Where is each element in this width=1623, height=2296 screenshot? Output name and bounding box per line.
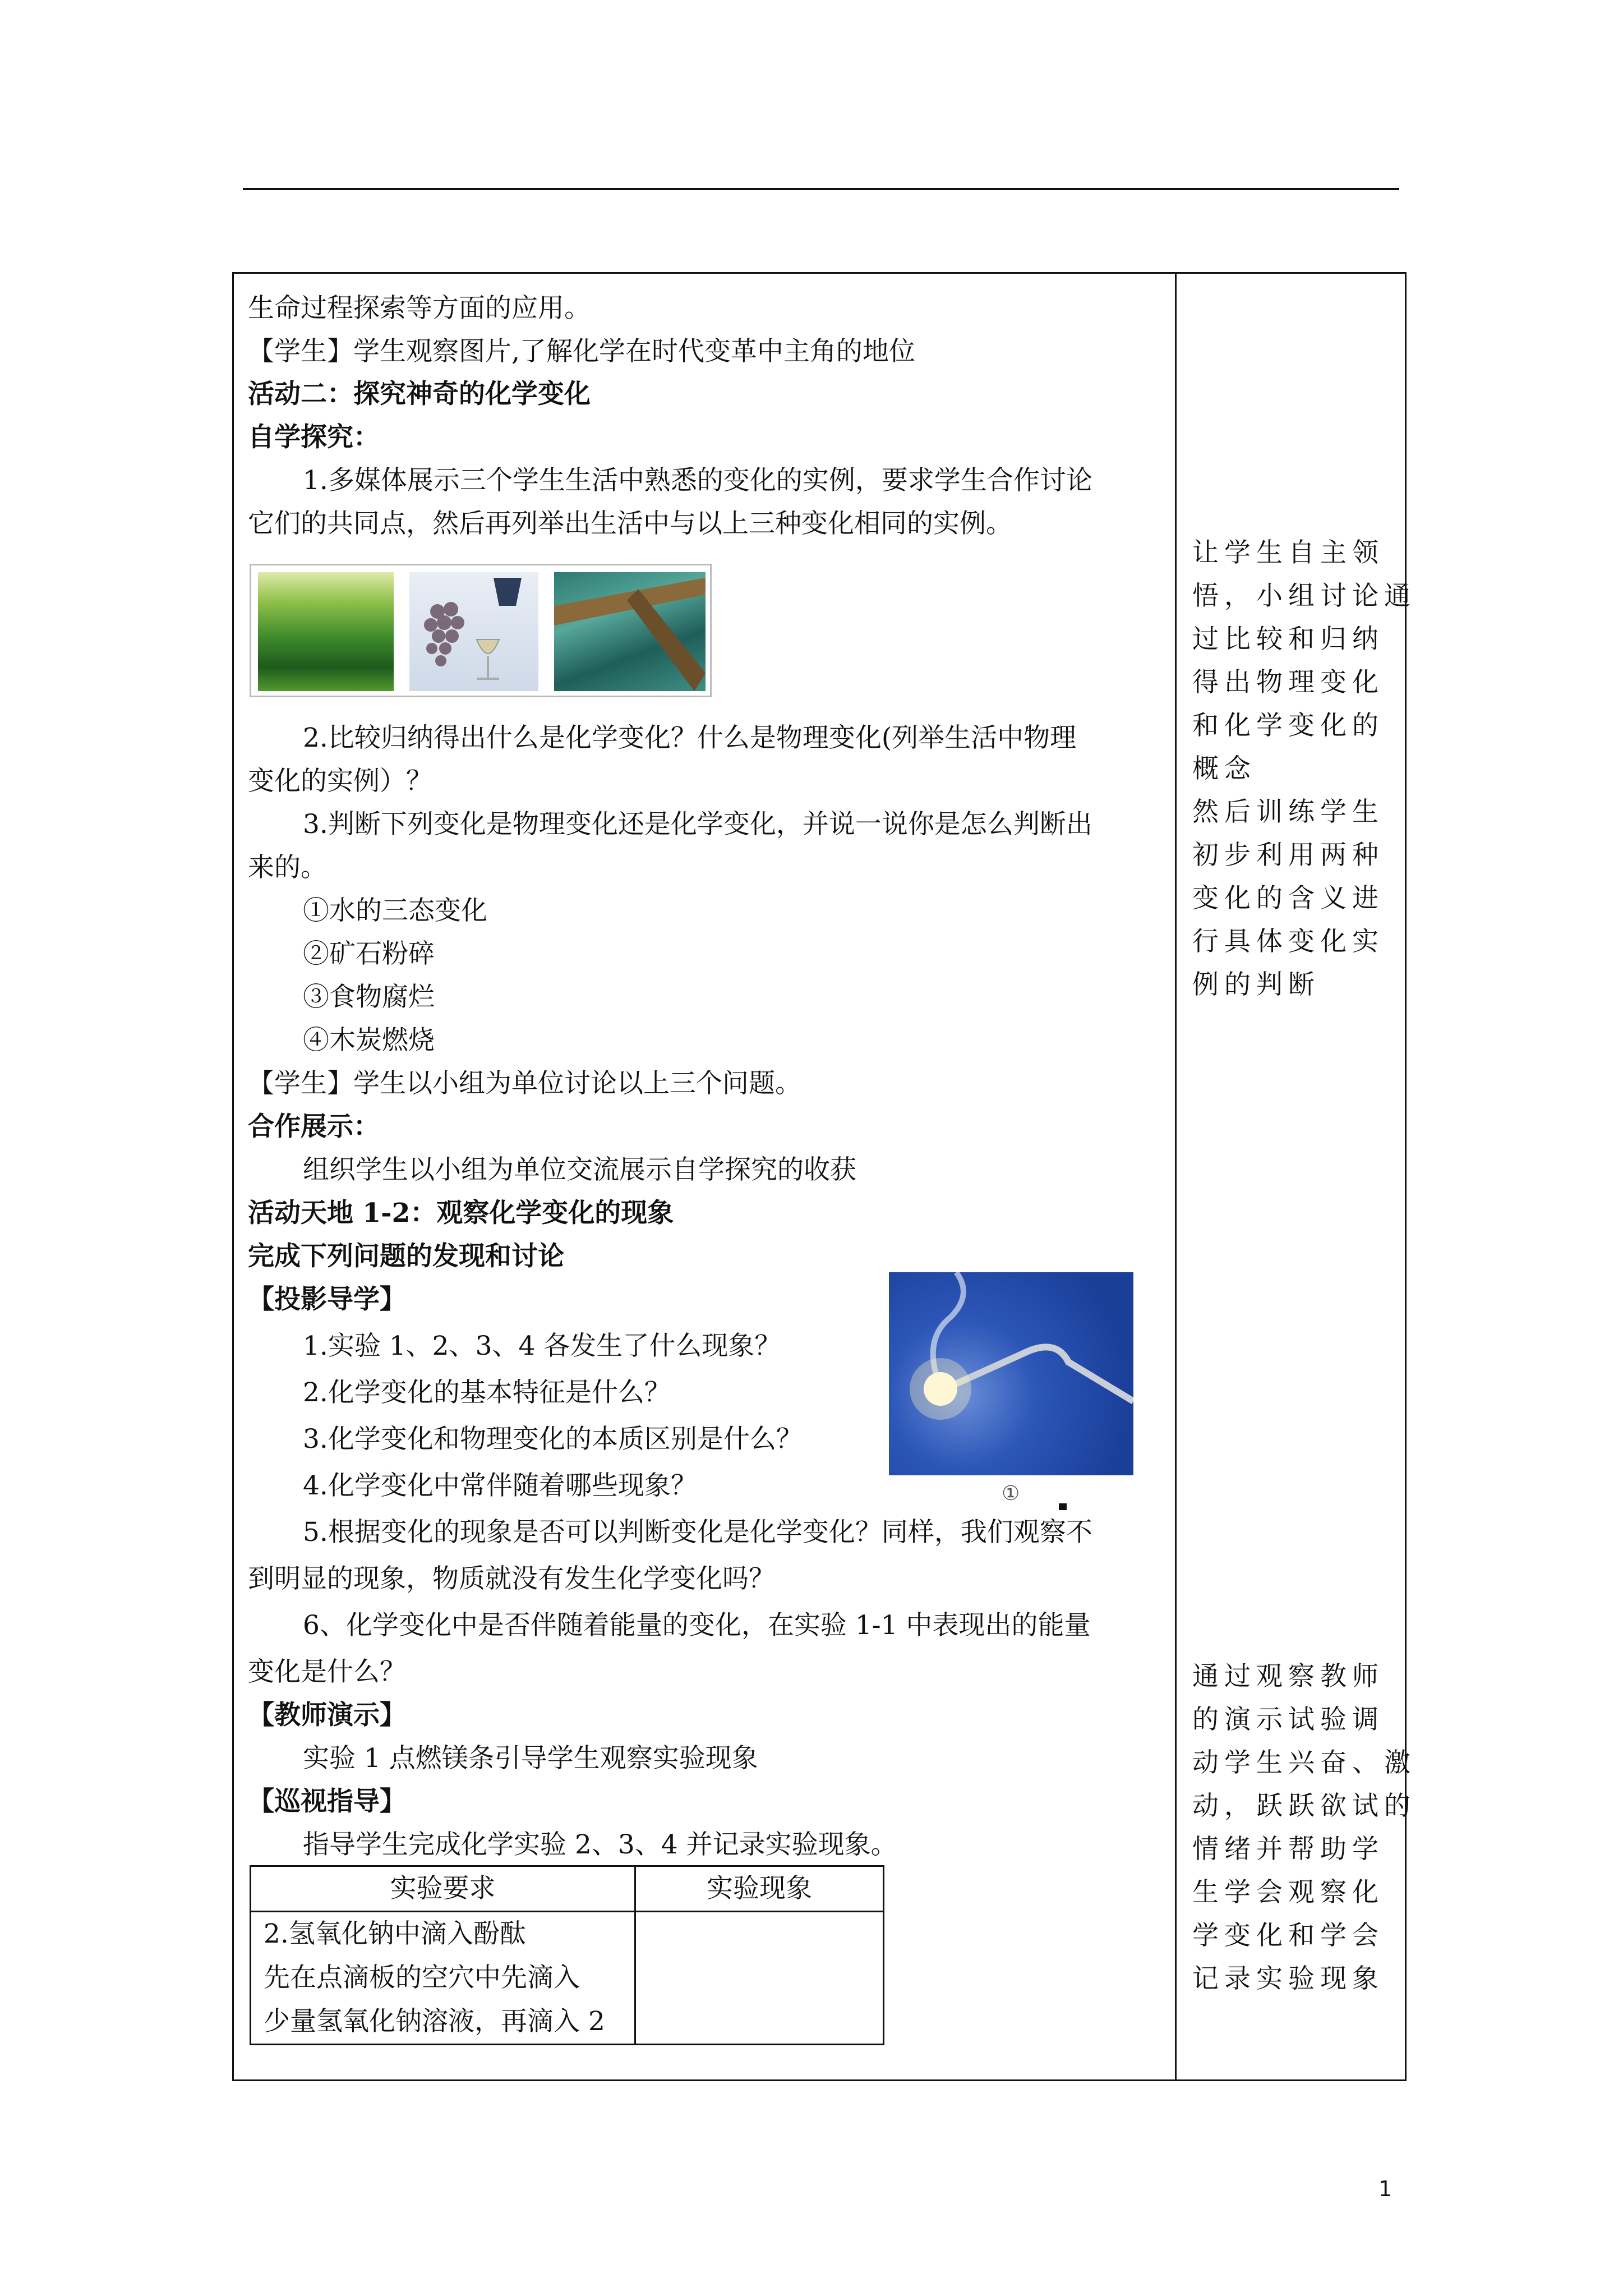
canal-photo [554, 572, 706, 691]
text-line: 变化是什么？ [248, 1657, 406, 1687]
text-line: 2.比较归纳得出什么是化学变化？什么是物理变化(列举生活中物理 [303, 723, 1077, 753]
experiment-table [250, 1865, 884, 2045]
list-item: ②矿石粉碎 [303, 938, 435, 969]
table-cell-line: 2.氢氧化钠中滴入酚酞 [264, 1918, 526, 1949]
section-heading: 自学探究： [248, 422, 380, 453]
text-line: 指导学生完成化学实验 2、3、4 并记录实验现象。 [303, 1829, 897, 1860]
side-note-line: 得出物理变化 [1192, 667, 1384, 698]
side-note-line: 例的判断 [1192, 969, 1320, 1000]
text-line: 到明显的现象，物质就没有发生化学变化吗？ [248, 1563, 775, 1594]
question-item: 2.化学变化的基本特征是什么？ [303, 1377, 671, 1408]
question-item: 3.化学变化和物理变化的本质区别是什么？ [303, 1424, 803, 1455]
page-number: 1 [1378, 2177, 1393, 2201]
side-note-2 [1192, 1655, 1416, 2000]
side-note-line: 通过观察教师 [1192, 1661, 1384, 1692]
image-caption: ① [1002, 1482, 1020, 1505]
question-item: 6、化学变化中是否伴随着能量的变化，在实验 1-1 中表现出的能量 [303, 1610, 1091, 1641]
list-item: ④木炭燃烧 [303, 1025, 435, 1056]
text-line: 来的。 [248, 852, 327, 883]
side-note-1 [1192, 531, 1416, 1006]
table-header: 实验现象 [635, 1866, 884, 1912]
list-item: ③食物腐烂 [303, 982, 435, 1013]
column-divider [1175, 272, 1177, 2081]
side-note-line: 初步利用两种 [1192, 840, 1384, 871]
forest-photo [258, 572, 394, 691]
text-line: 变化的实例）？ [248, 766, 432, 797]
section-heading: 【教师演示】 [248, 1700, 406, 1731]
side-note-line: 和化学变化的 [1192, 710, 1384, 741]
magnesium-burning-photo [889, 1272, 1133, 1475]
side-note-line: 过比较和归纳 [1192, 624, 1384, 655]
side-note-line: 情绪并帮助学 [1192, 1834, 1384, 1865]
text-line: 【学生】学生以小组为单位讨论以上三个问题。 [248, 1068, 801, 1099]
list-item: ①水的三态变化 [303, 895, 487, 926]
text-line: 组织学生以小组为单位交流展示自学探究的收获 [303, 1154, 856, 1185]
text-line: 3.判断下列变化是物理变化还是化学变化，并说一说你是怎么判断出 [303, 809, 1092, 840]
side-note-line: 让学生自主领 [1192, 537, 1384, 568]
header-rule [243, 188, 1399, 190]
table-cell-line: 少量氢氧化钠溶液，再滴入 2 [264, 2006, 605, 2037]
section-heading: 合作展示： [248, 1111, 380, 1142]
question-item: 5.根据变化的现象是否可以判断变化是化学变化？同样，我们观察不 [303, 1517, 1092, 1548]
side-note-line: 概念 [1192, 753, 1256, 784]
side-note-line: 动，跃跃欲试的 [1192, 1791, 1416, 1821]
text-line: 【学生】学生观察图片,了解化学在时代变革中主角的地位 [248, 336, 915, 367]
table-header: 实验要求 [251, 1866, 635, 1912]
text-line: 它们的共同点，然后再列举出生活中与以上三种变化相同的实例。 [248, 508, 1012, 539]
side-note-line: 动学生兴奋、激 [1192, 1747, 1416, 1778]
side-note-line: 学变化和学会 [1192, 1920, 1384, 1951]
example-photos [250, 564, 712, 697]
text-line: 生命过程探索等方面的应用。 [248, 293, 591, 324]
side-note-line: 行具体变化实 [1192, 926, 1384, 957]
marker-dot [1059, 1503, 1067, 1510]
text-line: 实验 1 点燃镁条引导学生观察实验现象 [303, 1743, 758, 1774]
question-item: 1.实验 1、2、3、4 各发生了什么现象？ [303, 1331, 781, 1361]
section-heading: 【投影导学】 [248, 1284, 406, 1315]
side-note-line: 生学会观察化 [1192, 1877, 1384, 1908]
section-heading: 完成下列问题的发现和讨论 [248, 1241, 564, 1272]
question-item: 4.化学变化中常伴随着哪些现象？ [303, 1470, 697, 1501]
grape-wine-photo [409, 572, 538, 691]
side-note-line: 的演示试验调 [1192, 1704, 1384, 1735]
section-heading: 【巡视指导】 [248, 1786, 406, 1817]
table-cell-requirement [251, 1912, 635, 2045]
side-note-line: 变化的含义进 [1192, 883, 1384, 914]
table-cell-result [635, 1912, 884, 2045]
table-cell-line: 先在点滴板的空穴中先滴入 [264, 1962, 580, 1993]
text-line: 1.多媒体展示三个学生生活中熟悉的变化的实例，要求学生合作讨论 [303, 465, 1092, 496]
section-heading: 活动天地 1-2：观察化学变化的现象 [248, 1198, 674, 1228]
side-note-line: 悟，小组讨论通 [1192, 581, 1416, 611]
side-note-line: 然后训练学生 [1192, 797, 1384, 827]
section-heading: 活动二：探究神奇的化学变化 [248, 379, 591, 409]
side-note-line: 记录实验现象 [1192, 1963, 1384, 1994]
